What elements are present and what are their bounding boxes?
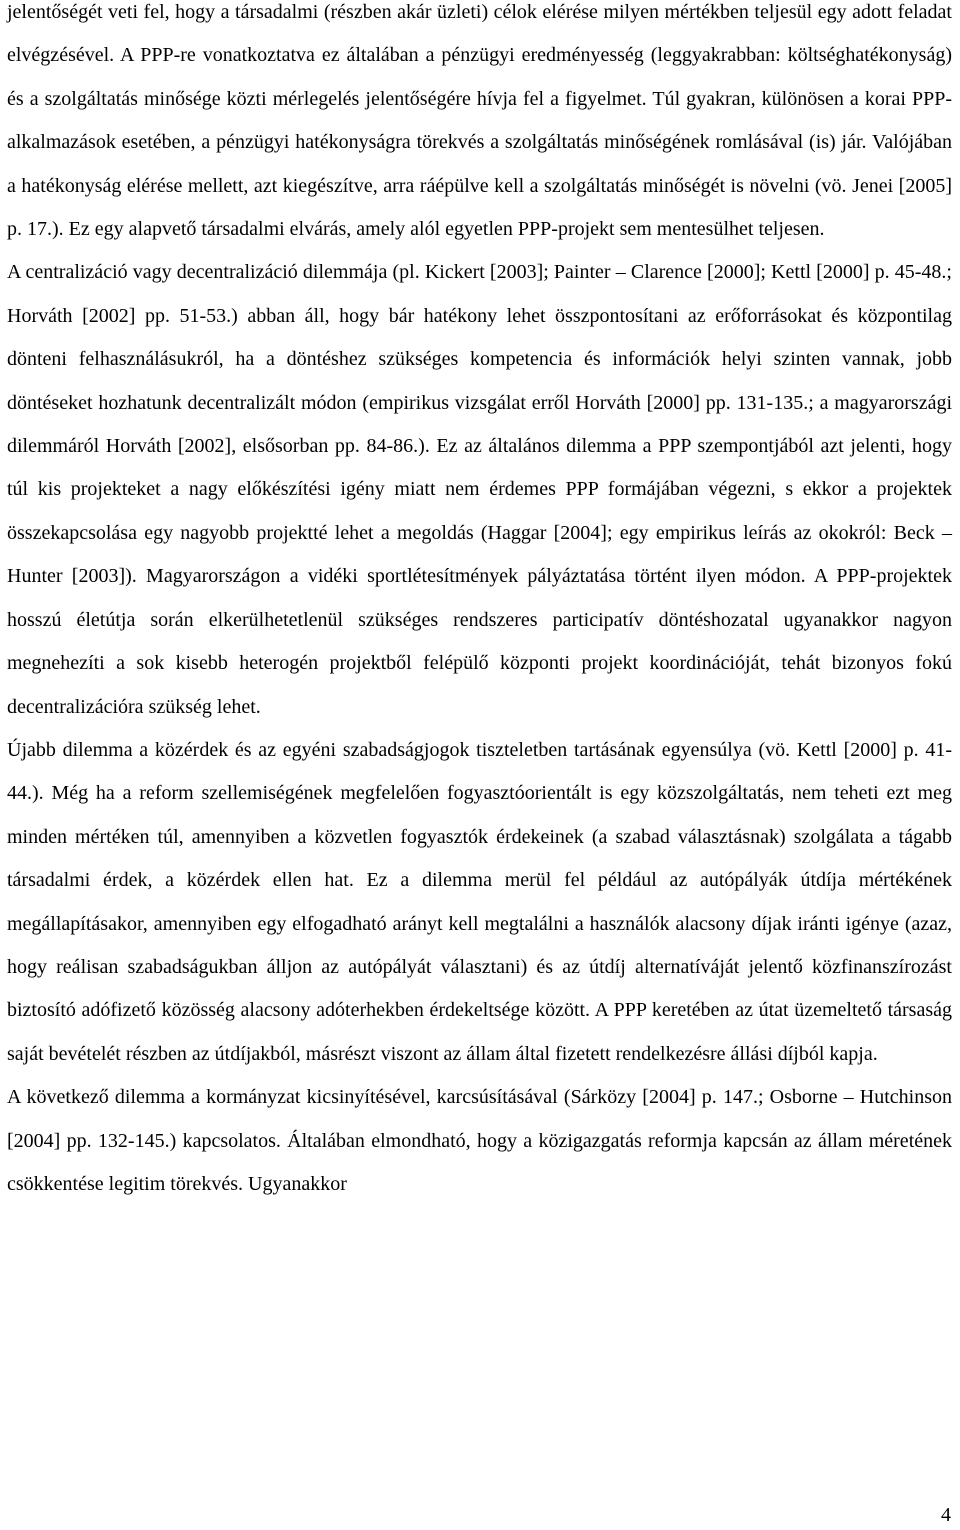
paragraph-public-interest-dilemma: Újabb dilemma a közérdek és az egyéni szabadságjogok tiszteletben tartásának egyensúlya (vö. Kettl [2000] p. 41-44.). Még ha a reform szellemiségének megfelelően fogyasztóorientált is egy közszolgáltatás, nem teheti ezt meg minden mértéken túl, amennyiben a közvetlen fogyasztók érdekeinek (a szabad választásnak) szolgálata a tágabb társadalmi érdek, a közérdek ellen hat. Ez a dilemma merül fel például az autópályák útdíja mértékének megállapításakor, amennyiben egy elfogadható arányt kell megtalálni a használók alacsony díjak iránti igénye (azaz, hogy reálisan szabadságukban álljon az autópályát választani) és az útdíj alternatíváját jelentő közfinanszírozást biztosító adófizető közösség alacsony adóterhekben érdekeltsége között. A PPP keretében az útat üzemeltető társaság saját bevételét részben az útdíjakból, másrészt viszont az állam által fizetett rendelkezésre állási díjból kapja. (7, 738, 952, 1065)
paragraph-centralization-dilemma: A centralizáció vagy decentralizáció dilemmája (pl. Kickert [2003]; Painter – Clarence [2000]; Kettl [2000] p. 45-48.; Horváth [2002] pp. 51-53.) abban áll, hogy bár hatékony lehet összpontosítani az erőforrásokat és központilag dönteni felhasználásukról, ha a döntéshez szükséges kompetencia és információk helyi szinten vannak, jobb döntéseket hozhatunk decentralizált módon (empirikus vizsgálat erről Horváth [2000] pp. 131-135.; a magyarországi dilemmáról Horváth [2002], elsősorban pp. 84-86.). Ez az általános dilemma a PPP szempontjából azt jelenti, hogy túl kis projekteket a nagy előkészítési igény miatt nem érdemes PPP formájában végezni, s ekkor a projektek összekapcsolása egy nagyobb projektté lehet a megoldás (Haggar [2004]; egy empirikus leírás az okokról: Beck – Hunter [2003]). Magyarországon a vidéki sportlétesítmények pályáztatása történt ilyen módon. A PPP-projektek hosszú életútja során elkerülhetetlenül szükséges rendszeres participatív döntéshozatal ugyanakkor nagyon megnehezíti a sok kisebb heterogén projektből felépülő központi projekt koordinációját, tehát bizonyos fokú decentralizációra szükség lehet. (7, 261, 952, 718)
paragraph-efficiency-quality: jelentőségét veti fel, hogy a társadalmi (részben akár üzleti) célok elérése milyen mértékben teljesül egy adott feladat elvégzésével. A PPP-re vonatkoztatva ez általában a pénzügyi eredményesség (leggyakrabban: költséghatékonyság) és a szolgáltatás minősége közti mérlegelés jelentőségére hívja fel a figyelmet. Túl gyakran, különösen a korai PPP-alkalmazások esetében, a pénzügyi hatékonyságra törekvés a szolgáltatás minőségének romlásával (is) jár. Valójában a hatékonyság elérése mellett, azt kiegészítve, arra ráépülve kell a szolgáltatás minőségét is növelni (vö. Jenei [2005] p. 17.). Ez egy alapvető társadalmi elvárás, amely alól egyetlen PPP-projekt sem mentesülhet teljesen. (7, 1, 952, 241)
body-text (7, 0, 952, 1206)
page-number: 4 (941, 1504, 951, 1526)
paragraph-downsizing-dilemma: A következő dilemma a kormányzat kicsinyítésével, karcsúsításával (Sárközy [2004] p. 147.; Osborne – Hutchinson [2004] pp. 132-145.) kapcsolatos. Általában elmondható, hogy a közigazgatás reformja kapcsán az állam méretének csökkentése legitim törekvés. Ugyanakkor (7, 1086, 952, 1195)
